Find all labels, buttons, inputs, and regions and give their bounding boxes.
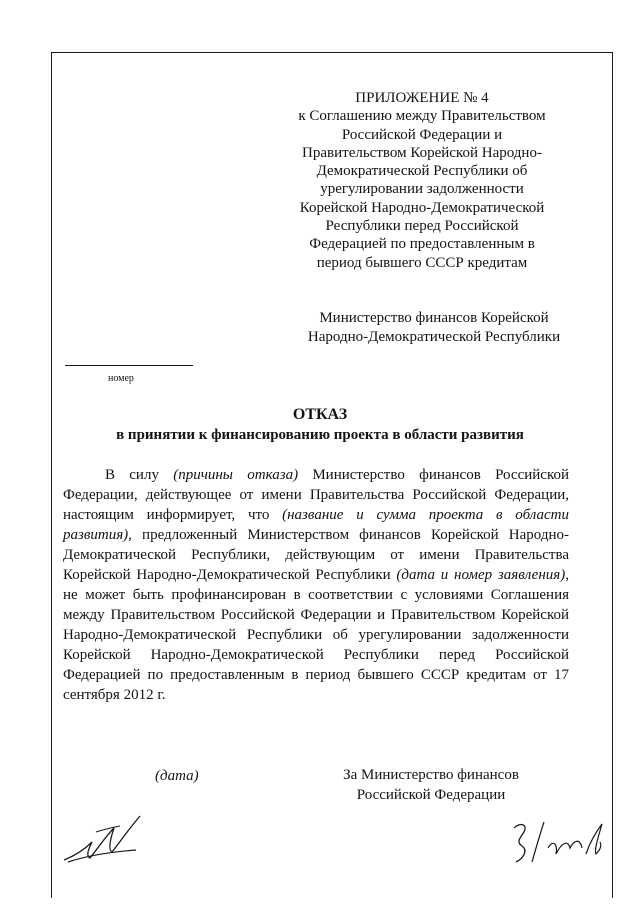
annex-line: Демократической Республики об [316, 163, 528, 180]
annex-line: Корейской Народно-Демократической [299, 199, 545, 216]
body-text-run: В силу [105, 467, 174, 483]
date-placeholder: (дата) [155, 768, 199, 784]
recipient-line: Народно-Демократической Республики [307, 329, 561, 345]
recipient-line: Министерство финансов Корейской [319, 310, 549, 326]
annex-line: Правительством Корейской Народно- [302, 144, 542, 161]
signatory-line: За Министерство финансов [343, 767, 519, 783]
body-text [63, 465, 569, 705]
annex-line: период бывшего СССР кредитам [316, 254, 528, 271]
annex-line: к Соглашению между Правительством [298, 108, 546, 125]
recipient-block [273, 309, 595, 347]
body-text-run: , не может быть профинансирован в соответствии с условиями Соглашения между Правительством Российской Федерации и Правительством Корейской Народно-Демократической Республики об урегулировании задолженности Корейской Народно-Демократической Республики перед Российской Федерацией по предоставленным в период бывшего СССР кредитам от 17 сентября 2012 г. [63, 567, 569, 703]
placeholder-application: (дата и номер заявления) [396, 567, 566, 583]
signatory-line: Российской Федерации [356, 787, 506, 803]
body-text-run: Министерство финансов Российской Федерации, действующее от имени Правительства Российской Федерации, настоящим информирует, что [63, 467, 569, 523]
signature-right [510, 818, 606, 868]
annex-block [273, 89, 571, 272]
placeholder-project: (название и сумма проекта в области развития) [63, 507, 569, 543]
placeholder-reason: (причины отказа) [173, 467, 299, 483]
annex-line: Республики перед Российской [325, 218, 519, 235]
annex-line: Федерацией по предоставленным в [309, 236, 535, 253]
signature-left [62, 812, 144, 866]
body-paragraph [63, 465, 569, 705]
document-title: ОТКАЗ [292, 406, 348, 423]
signatory-block [336, 765, 526, 805]
annex-line: урегулировании задолженности [320, 181, 524, 198]
body-text-run: , предложенный Министерством финансов Корейской Народно-Демократической Республики, действующим от имени Правительства Корейской Народно-Демократической Республики [63, 527, 569, 583]
annex-title: ПРИЛОЖЕНИЕ № 4 [355, 90, 489, 106]
annex-line: Российской Федерации и [341, 126, 503, 143]
number-label: номер [108, 373, 134, 384]
document-subtitle: в принятии к финансированию проекта в области развития [116, 427, 524, 443]
number-underline [65, 365, 193, 366]
